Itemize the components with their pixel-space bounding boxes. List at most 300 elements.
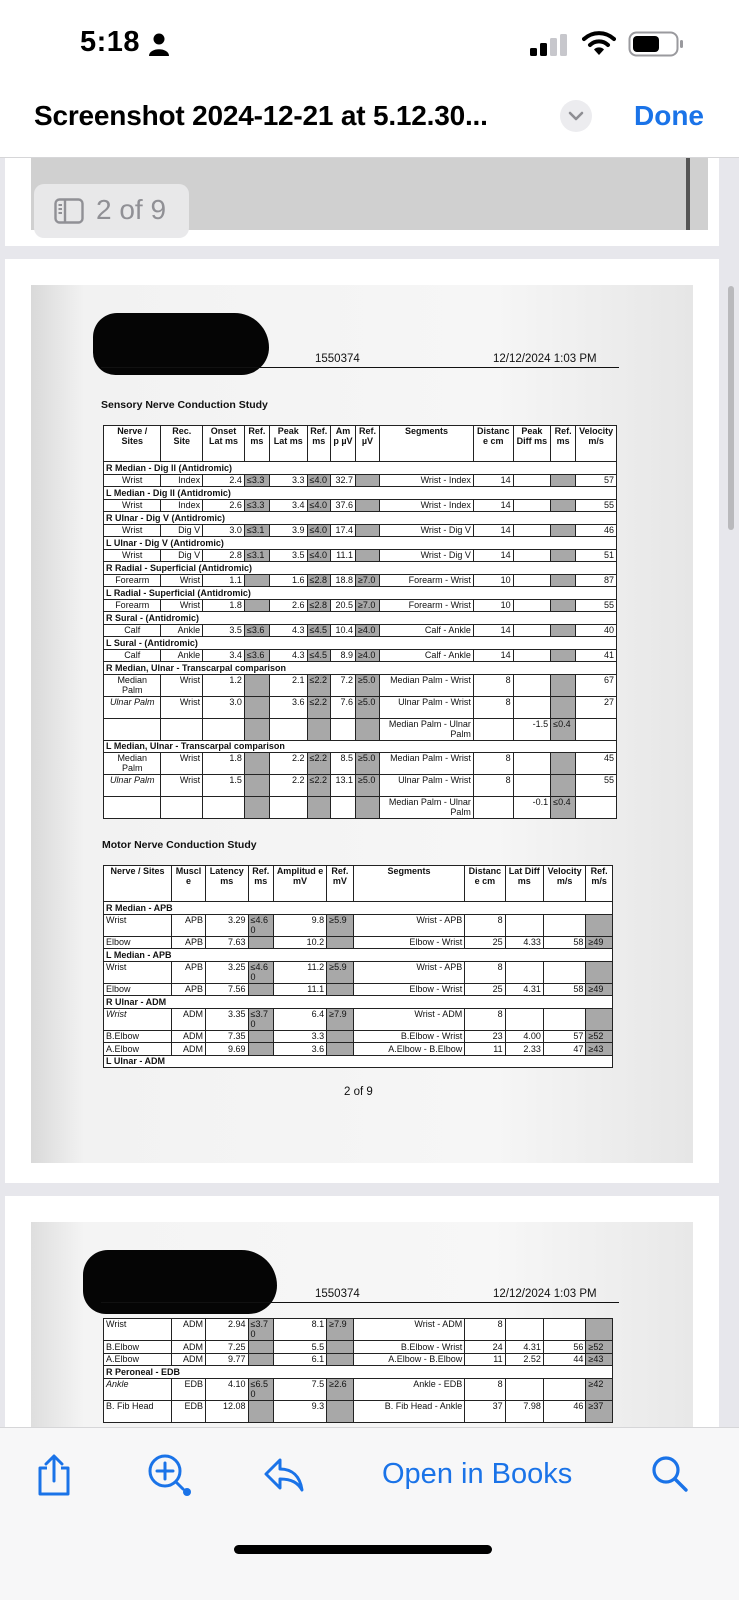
table-cell: ≥49	[586, 936, 613, 949]
table-cell: 58	[543, 983, 586, 996]
table-row	[104, 775, 617, 797]
table-cell: ≥5.9	[327, 914, 354, 936]
nerve-group-label: R Radial - Superficial (Antidromic)	[104, 562, 617, 575]
reply-arrow-icon[interactable]	[262, 1456, 306, 1494]
column-header: Lat Diff ms	[505, 866, 543, 902]
table-cell	[327, 983, 354, 996]
table-cell: ≥4.0	[355, 649, 379, 662]
table-cell	[513, 674, 551, 696]
table-cell: 2.6	[269, 599, 307, 612]
table-cell: Elbow	[104, 983, 172, 996]
table-cell: 11	[465, 1353, 505, 1366]
table-cell	[551, 524, 576, 537]
table-cell: ≥49	[586, 983, 613, 996]
table-cell: ≥43	[586, 1043, 613, 1056]
table-cell: ≤0.4	[551, 718, 576, 740]
table-cell: B.Elbow - Wrist	[353, 1341, 465, 1354]
table-cell: 55	[576, 775, 617, 797]
table-row	[104, 696, 617, 718]
table-cell	[551, 624, 576, 637]
table-cell	[307, 797, 330, 819]
table-cell: 8	[465, 914, 505, 936]
table-cell: 24	[465, 1341, 505, 1354]
table-cell: Wrist	[104, 1319, 172, 1341]
table-cell: Wrist	[104, 914, 172, 936]
table-row	[104, 1043, 613, 1056]
nerve-group-label: L Median - APB	[104, 949, 613, 962]
table-cell: 7.25	[206, 1341, 249, 1354]
nerve-group-label: L Median - Dig II (Antidromic)	[104, 487, 617, 500]
table-cell	[248, 1353, 274, 1366]
table-cell: Elbow	[104, 936, 172, 949]
table-cell: ≤2.2	[307, 674, 330, 696]
table-cell	[244, 574, 269, 587]
table-cell: 4.3	[269, 624, 307, 637]
table-cell: 8	[473, 674, 513, 696]
table-cell: ADM	[172, 1030, 206, 1043]
table-row	[104, 1378, 613, 1400]
table-cell: 3.29	[206, 914, 249, 936]
table-cell: 23	[465, 1030, 505, 1043]
table-cell: 8	[465, 1008, 505, 1030]
table-cell: 7.2	[330, 674, 355, 696]
table-cell: 14	[473, 549, 513, 562]
table-cell: 3.0	[203, 524, 245, 537]
table-cell: ≤4.0	[307, 499, 330, 512]
table-cell	[355, 474, 379, 487]
table-cell	[203, 718, 245, 740]
table-cell: 3.5	[269, 549, 307, 562]
nerve-group-label: R Peroneal - EDB	[104, 1366, 613, 1379]
table-cell: Ankle	[161, 624, 203, 637]
column-header: Am p µV	[330, 426, 355, 462]
table-cell: Wrist - APB	[353, 914, 465, 936]
table-cell: 8.1	[274, 1319, 327, 1341]
table-cell: Elbow - Wrist	[353, 983, 465, 996]
table-cell: 1.8	[203, 599, 245, 612]
table-cell: 2.2	[269, 775, 307, 797]
status-bar	[0, 0, 739, 92]
table-cell	[576, 797, 617, 819]
table-cell: ≤2.8	[307, 599, 330, 612]
table-cell	[513, 524, 551, 537]
table-cell	[551, 599, 576, 612]
table-cell: A.Elbow - B.Elbow	[353, 1043, 465, 1056]
table-cell: Wrist	[104, 961, 172, 983]
table-cell: 14	[473, 649, 513, 662]
column-header: Nerve / Sites	[104, 426, 161, 462]
table-cell: 2.1	[269, 674, 307, 696]
column-header: Onset Lat ms	[203, 426, 245, 462]
table-cell	[244, 696, 269, 718]
table-cell	[505, 1378, 543, 1400]
page-3-document	[31, 1222, 693, 1427]
motor-section-title: Motor Nerve Conduction Study	[102, 839, 257, 851]
table-cell: ≥52	[586, 1341, 613, 1354]
table-cell: 8	[473, 696, 513, 718]
motor-nerve-table	[103, 865, 613, 1068]
table-cell: Wrist - ADM	[353, 1319, 465, 1341]
table-cell: 57	[576, 474, 617, 487]
table-cell: ADM	[172, 1008, 206, 1030]
table-cell: Index	[161, 499, 203, 512]
table-cell: ADM	[172, 1353, 206, 1366]
nerve-group-label: R Ulnar - Dig V (Antidromic)	[104, 512, 617, 525]
table-cell: 7.63	[206, 936, 249, 949]
table-cell	[513, 474, 551, 487]
table-cell: ≥52	[586, 1030, 613, 1043]
table-cell: Wrist	[161, 775, 203, 797]
table-cell: EDB	[172, 1400, 206, 1422]
table-cell: ≥4.0	[355, 624, 379, 637]
table-cell: ≤3.3	[244, 499, 269, 512]
table-cell: -1.5	[513, 718, 551, 740]
table-cell	[269, 797, 307, 819]
table-cell: 56	[543, 1341, 586, 1354]
table-row	[104, 1319, 613, 1341]
table-cell: 3.9	[269, 524, 307, 537]
table-cell: 25	[465, 983, 505, 996]
table-cell: B.Elbow - Wrist	[353, 1030, 465, 1043]
table-cell: ≥7.9	[327, 1319, 354, 1341]
table-cell: ≤4.6 0	[248, 914, 274, 936]
table-cell: ≤0.4	[551, 797, 576, 819]
table-cell	[327, 936, 354, 949]
table-cell: Wrist	[161, 753, 203, 775]
table-cell: 57	[543, 1030, 586, 1043]
table-cell	[551, 696, 576, 718]
column-header: Nerve / Sites	[104, 866, 172, 902]
table-cell: A.Elbow - B.Elbow	[353, 1353, 465, 1366]
nerve-group-label: R Median - APB	[104, 902, 613, 915]
table-cell: Elbow - Wrist	[353, 936, 465, 949]
table-cell	[586, 1008, 613, 1030]
table-cell: B. Fib Head - Ankle	[353, 1400, 465, 1422]
table-cell: ≤3.1	[244, 524, 269, 537]
table-cell	[513, 499, 551, 512]
table-cell: Ulnar Palm	[104, 775, 161, 797]
table-cell: 3.4	[203, 649, 245, 662]
table-cell: Ankle	[104, 1378, 172, 1400]
table-cell: 7.98	[505, 1400, 543, 1422]
table-cell: Dig V	[161, 549, 203, 562]
nerve-group-row	[104, 996, 613, 1009]
table-cell	[513, 753, 551, 775]
table-cell: Calf	[104, 624, 161, 637]
table-cell: 2.52	[505, 1353, 543, 1366]
table-cell: ≤3.1	[244, 549, 269, 562]
table-cell: 55	[576, 599, 617, 612]
bottom-toolbar	[0, 1427, 739, 1600]
table-cell: 58	[543, 936, 586, 949]
table-row	[104, 753, 617, 775]
table-cell: ≤3.6	[244, 624, 269, 637]
table-cell	[244, 674, 269, 696]
table-row	[104, 474, 617, 487]
table-cell: Calf - Ankle	[379, 649, 473, 662]
table-cell: 14	[473, 624, 513, 637]
table-cell: 4.31	[505, 983, 543, 996]
table-cell: 2.8	[203, 549, 245, 562]
nerve-group-label: L Radial - Superficial (Antidromic)	[104, 587, 617, 600]
table-cell: 14	[473, 499, 513, 512]
table-cell: Ulnar Palm	[104, 696, 161, 718]
table-cell: APB	[172, 961, 206, 983]
table-cell: Ulnar Palm - Wrist	[379, 696, 473, 718]
table-cell: ADM	[172, 1319, 206, 1341]
done-button[interactable]: Done	[634, 100, 704, 131]
nerve-group-row	[104, 487, 617, 500]
table-row	[104, 983, 613, 996]
table-cell	[161, 718, 203, 740]
table-cell	[586, 914, 613, 936]
table-cell: ≥5.0	[355, 696, 379, 718]
table-cell: Wrist - Index	[379, 499, 473, 512]
nerve-group-label: L Ulnar - ADM	[104, 1055, 613, 1068]
table-cell	[543, 914, 586, 936]
table-cell: ≤4.6 0	[248, 961, 274, 983]
table-cell	[327, 1030, 354, 1043]
status-time: 5:18	[80, 26, 141, 58]
table-cell	[505, 914, 543, 936]
table-cell: 14	[473, 474, 513, 487]
battery-icon	[628, 31, 684, 57]
table-cell: 4.10	[206, 1378, 249, 1400]
column-header: Rec. Site	[161, 426, 203, 462]
nerve-group-row	[104, 562, 617, 575]
table-cell: 37	[465, 1400, 505, 1422]
home-indicator[interactable]	[234, 1545, 492, 1554]
table-cell	[307, 718, 330, 740]
nerve-group-row	[104, 587, 617, 600]
table-cell: 1.2	[203, 674, 245, 696]
table-cell: ≥5.0	[355, 753, 379, 775]
table-cell	[576, 718, 617, 740]
nerve-group-label: L Median, Ulnar - Transcarpal comparison	[104, 740, 617, 753]
table-cell: 7.5	[274, 1378, 327, 1400]
table-cell	[551, 499, 576, 512]
column-header: Distanc e cm	[473, 426, 513, 462]
report-date: 12/12/2024 1:03 PM	[493, 1288, 597, 1300]
sidebar-icon	[54, 198, 84, 224]
table-cell	[203, 797, 245, 819]
table-cell	[244, 797, 269, 819]
table-row	[104, 574, 617, 587]
table-cell	[513, 775, 551, 797]
table-cell: Index	[161, 474, 203, 487]
table-cell: 10.2	[274, 936, 327, 949]
document-title[interactable]: Screenshot 2024-12-21 at 5.12.30...	[34, 100, 488, 131]
table-cell: Wrist	[161, 696, 203, 718]
header-rule	[101, 1302, 619, 1303]
table-cell: ≤2.2	[307, 696, 330, 718]
nerve-group-row	[104, 537, 617, 550]
table-cell: Ankle - EDB	[353, 1378, 465, 1400]
table-cell: 3.3	[269, 474, 307, 487]
table-cell	[513, 574, 551, 587]
column-header: Ref. ms	[248, 866, 274, 902]
table-cell: 17.4	[330, 524, 355, 537]
table-cell: 67	[576, 674, 617, 696]
table-cell	[355, 524, 379, 537]
table-cell: ≥42	[586, 1378, 613, 1400]
table-cell: Median Palm - Ulnar Palm	[379, 718, 473, 740]
table-cell: 14	[473, 524, 513, 537]
table-cell	[513, 696, 551, 718]
table-cell: 9.77	[206, 1353, 249, 1366]
table-cell: APB	[172, 936, 206, 949]
table-row	[104, 549, 617, 562]
table-cell: 40	[576, 624, 617, 637]
table-cell	[355, 797, 379, 819]
redaction-mark	[83, 1250, 277, 1314]
nerve-group-row	[104, 512, 617, 525]
page-number: 2 of 9	[344, 1086, 373, 1098]
table-cell: 87	[576, 574, 617, 587]
table-header-row	[104, 426, 617, 462]
page-counter-text: 2 of 9	[96, 194, 167, 225]
table-cell: 4.00	[505, 1030, 543, 1043]
table-cell: 44	[543, 1353, 586, 1366]
table-cell: B. Fib Head	[104, 1400, 172, 1422]
table-cell: 6.4	[274, 1008, 327, 1030]
table-cell: 8.9	[330, 649, 355, 662]
table-row	[104, 961, 613, 983]
table-cell: 11.1	[274, 983, 327, 996]
table-cell: ≥5.0	[355, 674, 379, 696]
table-cell: 47	[543, 1043, 586, 1056]
table-cell: ADM	[172, 1043, 206, 1056]
table-cell: ≥7.0	[355, 574, 379, 587]
column-header: Ref. µV	[355, 426, 379, 462]
table-cell: 3.6	[269, 696, 307, 718]
search-icon[interactable]	[650, 1454, 690, 1494]
table-cell	[327, 1341, 354, 1354]
table-cell: 1.5	[203, 775, 245, 797]
column-header: Peak Lat ms	[269, 426, 307, 462]
table-cell	[244, 753, 269, 775]
share-icon[interactable]	[36, 1454, 72, 1496]
table-cell	[473, 797, 513, 819]
table-cell: 55	[576, 499, 617, 512]
table-cell: 20.5	[330, 599, 355, 612]
table-cell: 10.4	[330, 624, 355, 637]
table-cell	[244, 775, 269, 797]
table-row	[104, 718, 617, 740]
table-cell: 3.3	[274, 1030, 327, 1043]
table-cell: -0.1	[513, 797, 551, 819]
table-cell: 8	[473, 753, 513, 775]
column-header: Amplitud e mV	[274, 866, 327, 902]
table-cell: 2.2	[269, 753, 307, 775]
table-row	[104, 1008, 613, 1030]
nerve-group-row	[104, 1366, 613, 1379]
open-in-books-button[interactable]: Open in Books	[382, 1458, 573, 1490]
table-cell: 9.3	[274, 1400, 327, 1422]
table-cell	[244, 718, 269, 740]
sensory-nerve-table	[103, 425, 617, 819]
table-cell: 18.8	[330, 574, 355, 587]
table-cell: ≤3.7 0	[248, 1319, 274, 1341]
markup-zoom-icon[interactable]	[146, 1452, 192, 1498]
table-cell: 7.56	[206, 983, 249, 996]
table-cell: 3.4	[269, 499, 307, 512]
table-cell: ≤4.0	[307, 524, 330, 537]
table-cell	[513, 624, 551, 637]
header-rule	[101, 367, 619, 368]
table-cell: 41	[576, 649, 617, 662]
table-cell: 9.8	[274, 914, 327, 936]
table-row	[104, 599, 617, 612]
table-cell	[330, 718, 355, 740]
table-row	[104, 649, 617, 662]
title-menu-button[interactable]	[560, 100, 592, 132]
table-cell: 8	[465, 1319, 505, 1341]
nerve-group-row	[104, 902, 613, 915]
table-cell: 2.33	[505, 1043, 543, 1056]
column-header: Velocity m/s	[576, 426, 617, 462]
table-cell: ≤4.5	[307, 649, 330, 662]
column-header: Distanc e cm	[465, 866, 505, 902]
navigation-bar	[0, 92, 739, 158]
table-cell: Calf	[104, 649, 161, 662]
table-cell: ≤6.5 0	[248, 1378, 274, 1400]
table-cell	[355, 499, 379, 512]
table-cell	[161, 797, 203, 819]
table-cell: 4.3	[269, 649, 307, 662]
table-cell: 11	[465, 1043, 505, 1056]
table-cell: 3.5	[203, 624, 245, 637]
cellular-signal-icon	[530, 34, 570, 56]
table-cell: B.Elbow	[104, 1030, 172, 1043]
table-cell: Median Palm - Wrist	[379, 753, 473, 775]
table-cell: 4.31	[505, 1341, 543, 1354]
table-cell	[551, 574, 576, 587]
table-cell: 8	[473, 775, 513, 797]
table-cell: B.Elbow	[104, 1341, 172, 1354]
table-cell	[586, 961, 613, 983]
column-header: Ref. mV	[327, 866, 354, 902]
table-cell	[551, 649, 576, 662]
patient-id: 1550374	[315, 353, 360, 365]
table-row	[104, 674, 617, 696]
table-cell: ≥7.0	[355, 599, 379, 612]
sensory-section-title: Sensory Nerve Conduction Study	[101, 399, 268, 411]
table-cell: ≥37	[586, 1400, 613, 1422]
table-cell	[551, 775, 576, 797]
table-cell: 8.5	[330, 753, 355, 775]
table-cell: ≤2.2	[307, 753, 330, 775]
table-cell: 51	[576, 549, 617, 562]
table-row	[104, 624, 617, 637]
table-cell: 3.0	[203, 696, 245, 718]
scroll-indicator[interactable]	[728, 286, 734, 530]
table-cell	[543, 1378, 586, 1400]
table-cell	[248, 1400, 274, 1422]
table-cell	[248, 1341, 274, 1354]
table-cell	[543, 961, 586, 983]
table-cell: 32.7	[330, 474, 355, 487]
table-cell: A.Elbow	[104, 1043, 172, 1056]
table-cell: 3.6	[274, 1043, 327, 1056]
table-cell	[513, 599, 551, 612]
nerve-group-row	[104, 662, 617, 675]
table-cell: 5.5	[274, 1341, 327, 1354]
table-cell	[551, 474, 576, 487]
table-cell: ≤2.8	[307, 574, 330, 587]
table-cell: 10	[473, 599, 513, 612]
column-header: Ref. ms	[244, 426, 269, 462]
